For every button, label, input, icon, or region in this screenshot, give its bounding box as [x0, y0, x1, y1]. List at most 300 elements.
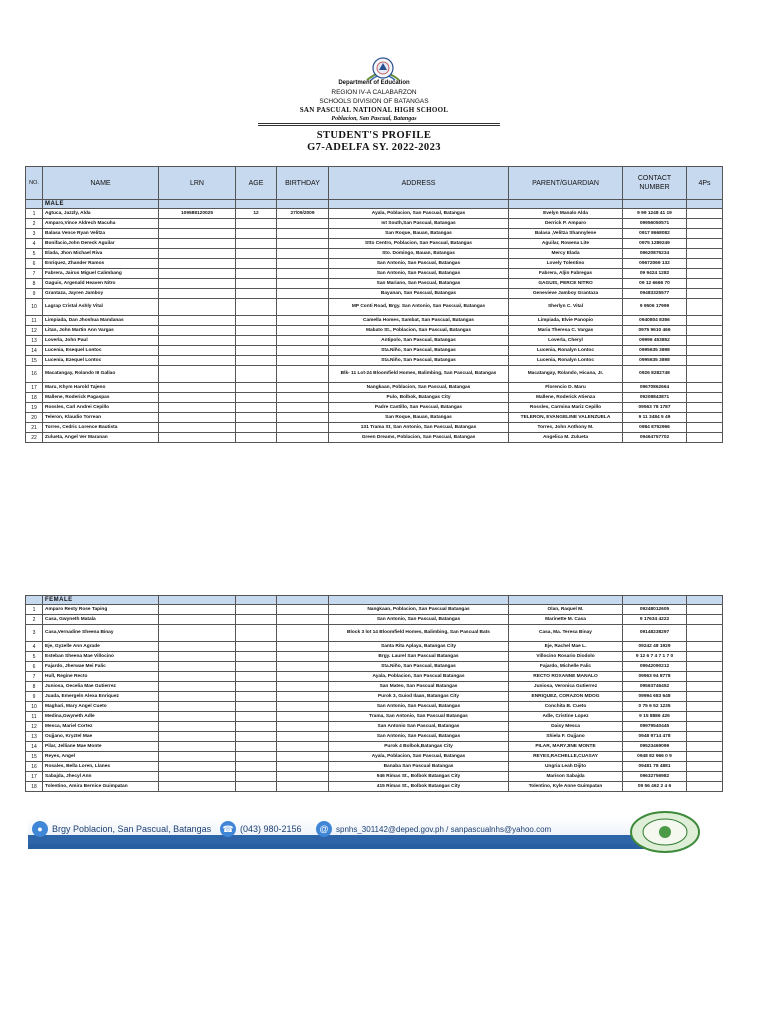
female-section-row	[26, 596, 723, 605]
cell-contact: 0995635 3898	[623, 356, 687, 366]
cell-4ps	[687, 652, 723, 662]
cell-name: Fajardo, Jherwae Mei Falic	[43, 662, 159, 672]
col-birthday-header: BIRTHDAY	[277, 167, 329, 200]
cell-guardian: Adle, Cristine Lopez	[509, 712, 623, 722]
cell-age	[236, 615, 277, 625]
cell-contact: 09670862664	[623, 383, 687, 393]
cell-name: Torres, Cedric Lorence Bautista	[43, 423, 159, 433]
cell-no: 7	[26, 269, 43, 279]
cell-no: 16	[26, 762, 43, 772]
cell-birthday	[277, 413, 329, 423]
male-table-row	[26, 269, 723, 279]
cell-no: 21	[26, 423, 43, 433]
cell-guardian: Genevieve Jamboy Grantaza	[509, 289, 623, 299]
male-table-row	[26, 336, 723, 346]
male-section-row	[26, 200, 723, 209]
footer-band-line	[28, 844, 648, 849]
cell-contact: 0 75 6 52 1235	[623, 702, 687, 712]
cell-guardian: Florencio D. Maru	[509, 383, 623, 393]
cell-lrn	[159, 702, 236, 712]
female-roster-table	[25, 595, 723, 792]
cell-birthday	[277, 625, 329, 642]
cell-age	[236, 326, 277, 336]
cell-age	[236, 762, 277, 772]
cell-guardian: Fabrera, Aljin Fabregas	[509, 269, 623, 279]
cell-address: San Antonio, San Pascual, Batangas	[329, 259, 509, 269]
male-table-row	[26, 433, 723, 443]
cell-name: Eje, Gyzelle Ann Agrade	[43, 642, 159, 652]
cell-name: Mallene, Roderick Pagaspas	[43, 393, 159, 403]
cell-lrn	[159, 269, 236, 279]
cell-lrn	[159, 652, 236, 662]
cell-lrn	[159, 762, 236, 772]
cell-age	[236, 336, 277, 346]
cell-lrn	[159, 383, 236, 393]
cell-birthday	[277, 782, 329, 792]
cell-4ps	[687, 605, 723, 615]
cell-lrn	[159, 259, 236, 269]
cell-contact: 9 11 3484 5 49	[623, 413, 687, 423]
cell-4ps	[687, 782, 723, 792]
cell-birthday	[277, 423, 329, 433]
cell-name: Maghari, Mary Angel Cueto	[43, 702, 159, 712]
cell-birthday	[277, 269, 329, 279]
cell-4ps	[687, 229, 723, 239]
cell-lrn	[159, 346, 236, 356]
cell-name: Pilar, Jelliane Mae Monte	[43, 742, 159, 752]
cell-birthday	[277, 742, 329, 752]
male-table-row	[26, 316, 723, 326]
region-name: REGION IV-A CALABARZON	[331, 89, 417, 96]
cell-age	[236, 423, 277, 433]
school-location: Poblacion, San Pascual, Batangas	[331, 116, 417, 122]
male-table-row	[26, 383, 723, 393]
female-table-row	[26, 772, 723, 782]
cell-name: Grantaza, Jayren Jamboy	[43, 289, 159, 299]
cell-birthday	[277, 652, 329, 662]
cell-age	[236, 625, 277, 642]
cell-name: Litan, John Martin Ann Vargas	[43, 326, 159, 336]
cell-contact: 09963 94 8778	[623, 672, 687, 682]
cell-name: Sabajda, Jhecyl Ann	[43, 772, 159, 782]
cell-4ps	[687, 762, 723, 772]
cell-address: Brgy. Laurel San Pascual Batangas	[329, 652, 509, 662]
cell-no: 8	[26, 682, 43, 692]
cell-name: Lucenia, Esequel Lontoc	[43, 346, 159, 356]
cell-name: Oujjano, Kryztel Mae	[43, 732, 159, 742]
school-logo	[628, 810, 702, 854]
cell-birthday	[277, 772, 329, 782]
cell-guardian: Lucenia, Ronalyn Lontoc	[509, 346, 623, 356]
cell-contact: 0995635 3898	[623, 346, 687, 356]
cell-birthday	[277, 662, 329, 672]
female-table-row	[26, 692, 723, 702]
cell-age	[236, 413, 277, 423]
cell-age	[236, 383, 277, 393]
cell-guardian: Mercy Elada	[509, 249, 623, 259]
female-table-row	[26, 652, 723, 662]
cell-4ps	[687, 682, 723, 692]
cell-no: 17	[26, 383, 43, 393]
cell-birthday	[277, 642, 329, 652]
female-table-row	[26, 682, 723, 692]
cell-4ps	[687, 393, 723, 403]
cell-guardian: Eje, Rachel Mae L.	[509, 642, 623, 652]
female-table-row	[26, 762, 723, 772]
cell-lrn	[159, 712, 236, 722]
cell-address: Stto Centro, Poblacion, San Pascual, Batangas	[329, 239, 509, 249]
cell-guardian: Mallene, Roderick Atienza	[509, 393, 623, 403]
cell-lrn	[159, 239, 236, 249]
cell-contact: 09 9424 1282	[623, 269, 687, 279]
cell-lrn	[159, 672, 236, 682]
cell-no: 19	[26, 403, 43, 413]
cell-age	[236, 433, 277, 443]
cell-address: San Antonio, San Pascual, Batangas	[329, 615, 509, 625]
cell-name: Hull, Regine Recto	[43, 672, 159, 682]
cell-no: 10	[26, 702, 43, 712]
cell-lrn	[159, 692, 236, 702]
cell-age	[236, 366, 277, 383]
cell-birthday	[277, 383, 329, 393]
cell-contact: 09481 78 4881	[623, 762, 687, 772]
cell-no: 13	[26, 732, 43, 742]
cell-birthday	[277, 403, 329, 413]
cell-birthday	[277, 356, 329, 366]
cell-4ps	[687, 269, 723, 279]
cell-birthday	[277, 336, 329, 346]
cell-name: Esteban Sheena Mae Villocino	[43, 652, 159, 662]
cell-4ps	[687, 279, 723, 289]
cell-contact: 09523469099	[623, 742, 687, 752]
cell-4ps	[687, 615, 723, 625]
male-table-row	[26, 229, 723, 239]
male-table-row	[26, 249, 723, 259]
cell-contact: 9 12 6 7 4 7 1 7 0	[623, 652, 687, 662]
cell-contact: 09464757702	[623, 433, 687, 443]
cell-address: Ist South,San Pascual, Batangas	[329, 219, 509, 229]
cell-address: Nangkaan, Poblacion, San Pascual, Batangas	[329, 383, 509, 393]
male-section-label: MALE	[43, 200, 159, 209]
female-table-row	[26, 722, 723, 732]
cell-address: 131 Trama St, San Antonio, San Pascual, Batangas	[329, 423, 509, 433]
cell-name: Medina,Gwyneth Adle	[43, 712, 159, 722]
cell-age	[236, 403, 277, 413]
female-table-row	[26, 732, 723, 742]
cell-lrn	[159, 732, 236, 742]
cell-name: Casa,Vernadine Sheena Binay	[43, 625, 159, 642]
cell-birthday	[277, 346, 329, 356]
cell-age	[236, 782, 277, 792]
cell-no: 5	[26, 249, 43, 259]
cell-address: San Antonio, San Pascual, Batangas	[329, 269, 509, 279]
cell-name: Casa, Gwyneth Matala	[43, 615, 159, 625]
cell-guardian: Sherlyn C. Vital	[509, 299, 623, 316]
footer-email	[316, 821, 551, 837]
cell-age	[236, 732, 277, 742]
cell-lrn	[159, 742, 236, 752]
cell-guardian: Limpiada, Elvie Panopio	[509, 316, 623, 326]
cell-address: San Mariano, San Pascual, Batangas	[329, 279, 509, 289]
cell-name: Bonifacio,John Dereck Aguilar	[43, 239, 159, 249]
cell-lrn	[159, 722, 236, 732]
cell-contact: 09 12 6666 70	[623, 279, 687, 289]
cell-lrn	[159, 772, 236, 782]
cell-4ps	[687, 692, 723, 702]
cell-name: Rosales, Bella Loren, Llanes	[43, 762, 159, 772]
cell-contact: 09994 683 648	[623, 692, 687, 702]
cell-no: 1	[26, 605, 43, 615]
cell-address: Blk- 11 Lot-24 Bloomfield Homes, Balimbing, San Pascual, Batangas	[329, 366, 509, 383]
cell-lrn	[159, 219, 236, 229]
cell-birthday	[277, 366, 329, 383]
cell-guardian: Torres, John Anthony M.	[509, 423, 623, 433]
table-header-row	[26, 167, 723, 200]
male-table-row	[26, 219, 723, 229]
cell-contact: 09979540445	[623, 722, 687, 732]
cell-no: 4	[26, 642, 43, 652]
cell-lrn	[159, 433, 236, 443]
cell-lrn	[159, 366, 236, 383]
female-table-row	[26, 742, 723, 752]
cell-no: 3	[26, 229, 43, 239]
cell-no: 8	[26, 279, 43, 289]
cell-guardian: Ungria Leah Dijito	[509, 762, 623, 772]
cell-contact: 9 9506 17999	[623, 299, 687, 316]
cell-no: 14	[26, 346, 43, 356]
cell-4ps	[687, 219, 723, 229]
cell-address: Ayala, Poblacion, San Pascual Batangas	[329, 672, 509, 682]
contact-footer	[28, 816, 720, 850]
cell-lrn	[159, 625, 236, 642]
cell-4ps	[687, 346, 723, 356]
cell-lrn	[159, 326, 236, 336]
letterhead	[0, 79, 748, 124]
cell-age	[236, 702, 277, 712]
cell-contact: 0940804 8356	[623, 316, 687, 326]
cell-age	[236, 249, 277, 259]
cell-4ps	[687, 625, 723, 642]
cell-birthday	[277, 249, 329, 259]
cell-birthday	[277, 672, 329, 682]
cell-name: Amparo,Vince Aldrech Macuha	[43, 219, 159, 229]
cell-4ps	[687, 722, 723, 732]
cell-no: 22	[26, 433, 43, 443]
cell-age	[236, 672, 277, 682]
department-name: Department of Education	[338, 80, 410, 86]
cell-address: Ayala, Poblacion, San Pascual, Batangas	[329, 752, 509, 762]
cell-no: 6	[26, 259, 43, 269]
cell-lrn	[159, 403, 236, 413]
cell-birthday	[277, 682, 329, 692]
cell-age	[236, 752, 277, 762]
male-table-row	[26, 346, 723, 356]
cell-address: Mabato St., Poblacion, San Pascual, Batangas	[329, 326, 509, 336]
cell-contact: 09 56 462 2 4 6	[623, 782, 687, 792]
cell-age	[236, 605, 277, 615]
cell-guardian: Evelyn Manalo Alda	[509, 209, 623, 219]
division-name: SCHOOLS DIVISION OF BATANGAS	[319, 98, 429, 105]
cell-birthday	[277, 732, 329, 742]
cell-contact: 09996 453852	[623, 336, 687, 346]
cell-name: Zulueta, Angel Ver Maranan	[43, 433, 159, 443]
cell-4ps	[687, 423, 723, 433]
cell-address: Purok 3, Guiod Ilaan, Batangas City	[329, 692, 509, 702]
cell-birthday	[277, 722, 329, 732]
cell-4ps	[687, 366, 723, 383]
cell-birthday	[277, 316, 329, 326]
cell-address: San Roque, Bauan, Batangas	[329, 229, 509, 239]
female-table-row	[26, 662, 723, 672]
cell-contact: 0948 9714 478	[623, 732, 687, 742]
cell-age	[236, 239, 277, 249]
cell-guardian: Marison Sabajda	[509, 772, 623, 782]
cell-4ps	[687, 356, 723, 366]
cell-guardian: TELERON, EVANGELINE VALENZUELA	[509, 413, 623, 423]
cell-name: Agtuca, Jazzly, Alda	[43, 209, 159, 219]
cell-address: Green Dreams, Poblacion, San Pascual, Batangas	[329, 433, 509, 443]
cell-contact: 09563746452	[623, 682, 687, 692]
cell-4ps	[687, 259, 723, 269]
male-table-row	[26, 403, 723, 413]
cell-no: 18	[26, 393, 43, 403]
cell-address: 946 Rimas St., Bolbok Batangas City	[329, 772, 509, 782]
cell-age	[236, 299, 277, 316]
cell-4ps	[687, 326, 723, 336]
school-name: SAN PASCUAL NATIONAL HIGH SCHOOL	[299, 106, 449, 114]
cell-no: 13	[26, 336, 43, 346]
female-table-row	[26, 702, 723, 712]
cell-guardian: RECTO ROXANNE MANALO	[509, 672, 623, 682]
cell-guardian: Macatangay, Rolando, Hicana, Jr.	[509, 366, 623, 383]
cell-name: Rossles, Carl Andrei Cepillo	[43, 403, 159, 413]
cell-4ps	[687, 712, 723, 722]
cell-4ps	[687, 433, 723, 443]
cell-4ps	[687, 732, 723, 742]
cell-name: Elada, Jhon Michael Riva	[43, 249, 159, 259]
cell-guardian: Aguilar, Rowena Lite	[509, 239, 623, 249]
cell-birthday	[277, 393, 329, 403]
cell-guardian: Juniosa, Veronica Gutierrez	[509, 682, 623, 692]
cell-no: 2	[26, 219, 43, 229]
cell-name: Juada, Emergeln Alexa Enriquez	[43, 692, 159, 702]
cell-4ps	[687, 403, 723, 413]
cell-address: Banaba San Pascual Batangas	[329, 762, 509, 772]
cell-lrn	[159, 782, 236, 792]
at-sign-icon: @	[316, 821, 332, 837]
cell-4ps	[687, 642, 723, 652]
cell-no: 1	[26, 209, 43, 219]
cell-guardian: Angelica M. Zulueta	[509, 433, 623, 443]
cell-contact: 09620876234	[623, 249, 687, 259]
col-lrn-header: LRN	[159, 167, 236, 200]
cell-age	[236, 722, 277, 732]
cell-guardian: Balasa ,Velitza Shannylene	[509, 229, 623, 239]
cell-no: 7	[26, 672, 43, 682]
cell-birthday	[277, 219, 329, 229]
male-table-row	[26, 326, 723, 336]
cell-contact: 09242 48 1929	[623, 642, 687, 652]
cell-address: Sto. Domingo, Bauan, Batangas	[329, 249, 509, 259]
male-table-row	[26, 413, 723, 423]
cell-no: 9	[26, 289, 43, 299]
cell-age	[236, 642, 277, 652]
cell-no: 12	[26, 326, 43, 336]
cell-age	[236, 346, 277, 356]
cell-lrn	[159, 615, 236, 625]
cell-lrn	[159, 336, 236, 346]
cell-name: Tolentino, Amira Bernice Guimpatan	[43, 782, 159, 792]
cell-address: Sta.Niño, San Pascual, Batangas	[329, 662, 509, 672]
cell-address: Block 3 lot 14 Bloomfield Homes, Balimbing, San Pascual Bats	[329, 625, 509, 642]
cell-address: MP Conti Road, Brgy. San Antonio, San Pascual, Batangas	[329, 299, 509, 316]
cell-age	[236, 259, 277, 269]
cell-contact: 9 17634 4222	[623, 615, 687, 625]
cell-lrn	[159, 413, 236, 423]
cell-lrn	[159, 289, 236, 299]
cell-age	[236, 356, 277, 366]
cell-name: Lucenia, Ezequel Lontoc	[43, 356, 159, 366]
cell-name: Gaguis, Argenald Heaven Nitro	[43, 279, 159, 289]
cell-lrn	[159, 752, 236, 762]
cell-name: Reyes, Angel	[43, 752, 159, 762]
cell-contact: 0975 9610 466	[623, 326, 687, 336]
cell-name: Amparo Resty Rose Taping	[43, 605, 159, 615]
cell-age	[236, 712, 277, 722]
cell-guardian: Shiela F. Oujjano	[509, 732, 623, 742]
cell-birthday	[277, 605, 329, 615]
cell-4ps	[687, 383, 723, 393]
footer-email-text: spnhs_301142@deped.gov.ph / sanpascualnhs@yahoo.com	[336, 824, 552, 834]
male-table-row	[26, 423, 723, 433]
col-name-header: NAME	[43, 167, 159, 200]
cell-contact: 09942090212	[623, 662, 687, 672]
cell-4ps	[687, 249, 723, 259]
male-table-row	[26, 393, 723, 403]
cell-no: 6	[26, 662, 43, 672]
cell-address: Bayanan, San Pascual, Batangas	[329, 289, 509, 299]
male-table-row	[26, 356, 723, 366]
cell-address: San Antonio San Pascual, Batangas	[329, 722, 509, 732]
cell-guardian: Marinette M. Casa	[509, 615, 623, 625]
cell-lrn	[159, 316, 236, 326]
cell-4ps	[687, 702, 723, 712]
cell-guardian: Villocino Rosario Diodolo	[509, 652, 623, 662]
cell-address: San Mateo, San Pascual Batangas	[329, 682, 509, 692]
cell-no: 2	[26, 615, 43, 625]
cell-name: Fabrera, Jairus Miguel Calimbang	[43, 269, 159, 279]
cell-contact: 09672069 132	[623, 259, 687, 269]
cell-lrn	[159, 662, 236, 672]
cell-address: 415 Rimas St., Bolbok Batangas City	[329, 782, 509, 792]
cell-name: Mesca, Mariel Cortez	[43, 722, 159, 732]
female-table-row	[26, 615, 723, 625]
male-table-row	[26, 299, 723, 316]
cell-no: 11	[26, 316, 43, 326]
cell-age	[236, 279, 277, 289]
cell-age	[236, 742, 277, 752]
cell-birthday	[277, 289, 329, 299]
cell-address: Sta.Niño, San Pascual, Batangas	[329, 346, 509, 356]
cell-birthday	[277, 229, 329, 239]
cell-lrn	[159, 249, 236, 259]
cell-contact: 0948 82 966 0 9	[623, 752, 687, 762]
cell-4ps	[687, 662, 723, 672]
cell-guardian: GAGUIS, PERCE NITRO	[509, 279, 623, 289]
cell-4ps	[687, 772, 723, 782]
cell-contact: 09563 78 1787	[623, 403, 687, 413]
cell-age	[236, 219, 277, 229]
